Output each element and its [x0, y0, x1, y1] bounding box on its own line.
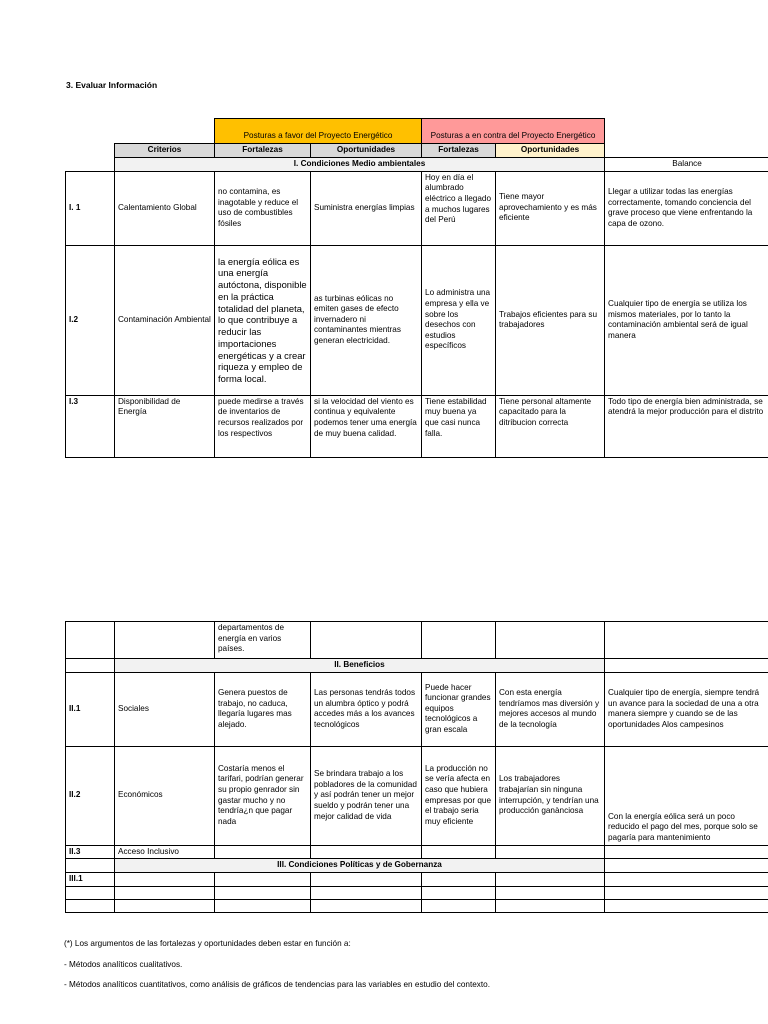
- row-criterio: Acceso Inclusivo: [115, 845, 215, 859]
- cell-oportunidad-contra: Tiene personal altamente capacitado para la ditribucion correcta: [496, 395, 605, 457]
- cell-fortaleza-favor: la energía eólica es una energía autóctona, disponible en la práctica totalidad del planeta, lo que contribuye a reducir las importaciones energéticas y a crear riqueza y empleo de forma local.: [215, 245, 311, 395]
- cell-oportunidad-contra: Trabajos eficientes para su trabajadores: [496, 245, 605, 395]
- row-criterio: Disponibilidad de Energía: [115, 395, 215, 457]
- oportunidades-header: Oportunidades: [311, 144, 422, 158]
- row-code: I.2: [66, 245, 115, 395]
- cell-oportunidad-favor: Suministra energías limpias: [311, 171, 422, 245]
- row-criterio: Sociales: [115, 672, 215, 746]
- row-criterio: Contaminación Ambiental: [115, 245, 215, 395]
- row-code: I. 1: [66, 171, 115, 245]
- row-code: I.3: [66, 395, 115, 457]
- section-header-1: I. Condiciones Medio ambientales: [115, 157, 605, 171]
- row-criterio: Calentamiento Global: [115, 171, 215, 245]
- note-line: - Métodos analíticos cuantitativos, como análisis de gráficos de tendencias para las variables en estudio del contexto.: [64, 980, 490, 989]
- cell-fortaleza-contra: Hoy en día el alumbrado eléctrico a llegado a muchos lugares del Perú: [422, 171, 496, 245]
- balance-header: Balance: [605, 157, 768, 171]
- evaluation-table-2: [65, 621, 768, 913]
- row-code: II.1: [66, 672, 115, 746]
- cell-oportunidad-contra: Los trabajadores trabajarían sin ninguna interrupción, y tendrían una producción ganànciosa: [496, 746, 605, 845]
- cell-fortaleza-favor: no contamina, es inagotable y reduce el uso de combustibles fósiles: [215, 171, 311, 245]
- cell-oportunidad-favor: Las personas tendrás todos un alumbra óptico y podrá accedes más a los avances tecnológicos: [311, 672, 422, 746]
- cell-fortaleza-favor: Costaría menos el tarifari, podrían generar su propio genrador sin gastar mucho y no tendría¿n que pagar nada: [215, 746, 311, 845]
- page-heading: 3. Evaluar Información: [66, 80, 158, 90]
- cell-oportunidad-favor: as turbinas eólicas no emiten gases de efecto invernadero ni contaminantes mientras generan electricidad.: [311, 245, 422, 395]
- row-criterio: Económicos: [115, 746, 215, 845]
- cell-oportunidad-contra: Con esta energía tendríamos mas diversión y mejores accesos al mundo de la tecnología: [496, 672, 605, 746]
- cell-fortaleza-contra: Lo administra una empresa y ella ve sobre los desechos con estudios específicos: [422, 245, 496, 395]
- fortalezas-header-2: Fortalezas: [422, 144, 496, 158]
- cell-balance: Cualquier tipo de energía, siempre tendrá un avance para la sociedad de una a otra manera siempre y cuando se de las oportunidades Alos campesinos: [605, 672, 768, 746]
- note-line: - Métodos analíticos cualitativos.: [64, 960, 183, 969]
- oportunidades-header-2: Oportunidades: [496, 144, 605, 158]
- cell-fortaleza-contra: Puede hacer funcionar grandes equipos tecnológicos a gran escala: [422, 672, 496, 746]
- cell-oportunidad-favor: si la velocidad del viento es continua y equivalente podemos tener uma energía de muy buena calidad.: [311, 395, 422, 457]
- section-header-2: II. Beneficios: [115, 659, 605, 673]
- favor-header: Posturas a favor del Proyecto Energético: [215, 119, 422, 144]
- row-code: III.1: [66, 872, 115, 886]
- evaluation-table-1: [65, 118, 768, 458]
- section-header-3: III. Condiciones Políticas y de Gobernanza: [115, 859, 605, 873]
- cell-balance: Con la energía eólica será un poco reducido el pago del mes, porque solo se pagaría para mantenimiento: [605, 746, 768, 845]
- fortalezas-header: Fortalezas: [215, 144, 311, 158]
- cell-fortaleza-favor: Genera puestos de trabajo, no caduca, llegaría lugares mas alejado.: [215, 672, 311, 746]
- cell-fortaleza-favor: puede medirse a través de inventarios de recursos realizados por los respectivos: [215, 395, 311, 457]
- note-line: (*) Los argumentos de las fortalezas y oportunidades deben estar en función a:: [64, 939, 351, 948]
- continuation-text: departamentos de energía en varios países.: [215, 622, 311, 659]
- cell-fortaleza-contra: La producción no se vería afecta en caso que hubiera empresas por que el trabajo seria muy eficiente: [422, 746, 496, 845]
- cell-balance: Cualquier tipo de energía se utiliza los mismos materiales, por lo tanto la contaminación ambiental será de igual manera: [605, 245, 768, 395]
- criterios-header: Criterios: [115, 144, 215, 158]
- row-code: II.2: [66, 746, 115, 845]
- row-code: II.3: [66, 845, 115, 859]
- contra-header: Posturas a en contra del Proyecto Energético: [422, 119, 605, 144]
- cell-oportunidad-favor: Se brindara trabajo a los pobladores de la comunidad y así podrán tener un mejor sueldo y podrán tener una mejor calidad de vida: [311, 746, 422, 845]
- cell-balance: Todo tipo de energía bien administrada, se atendrá la mejor producción para el distrito: [605, 395, 768, 457]
- cell-balance: Llegar a utilizar todas las energías correctamente, tomando conciencia del grave proceso que viene enfrentando la capa de ozono.: [605, 171, 768, 245]
- cell-fortaleza-contra: Tiene estabilidad muy buena ya que casi nunca falla.: [422, 395, 496, 457]
- cell-oportunidad-contra: Tiene mayor aprovechamiento y es más eficiente: [496, 171, 605, 245]
